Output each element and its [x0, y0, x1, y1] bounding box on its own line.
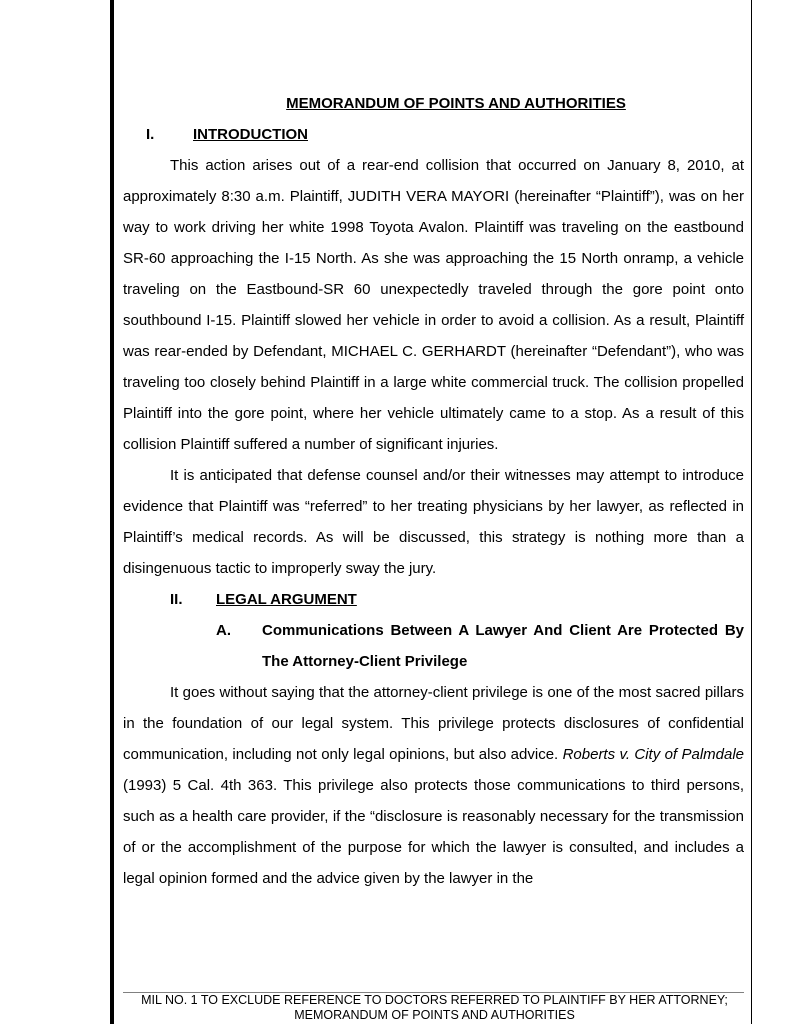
- right-margin-rule: [751, 0, 752, 1024]
- paragraph-text: (1993) 5 Cal. 4th 363. This privilege also protects those communications to third persons, such as a health care provider, if the “disclosure is reasonably necessary for the transmission of or the accomplishment of the purpose for which the lawyer is consulted, and includes a legal opinion formed and the advice given by the lawyer in the: [123, 777, 744, 887]
- subsection-number: A.: [216, 622, 231, 639]
- section-heading-legal-argument: [123, 584, 744, 615]
- document-title: MEMORANDUM OF POINTS AND AUTHORITIES: [286, 95, 626, 112]
- section-number: II.: [170, 591, 183, 608]
- introduction-paragraph-1: This action arises out of a rear-end collision that occurred on January 8, 2010, at approximately 8:30 a.m. Plaintiff, JUDITH VERA MAYORI (hereinafter “Plaintiff”), was on her way to work driving her white 1998 Toyota Avalon. Plaintiff was traveling on the eastbound SR-60 approaching the I-15 North. As she was approaching the 15 North onramp, a vehicle traveling on the Eastbound-SR 60 unexpectedly traveled through the gore point onto southbound I-15. Plaintiff slowed her vehicle in order to avoid a collision. As a result, Plaintiff was rear-ended by Defendant, MICHAEL C. GERHARDT (hereinafter “Defendant”), who was traveling too closely behind Plaintiff in a large white commercial truck. The collision propelled Plaintiff into the gore point, where her vehicle ultimately came to a stop. As a result of this collision Plaintiff suffered a number of significant injuries.: [123, 157, 744, 453]
- document-body: [123, 88, 744, 894]
- subsection-heading-a: [123, 615, 744, 677]
- page-footer: [118, 993, 751, 1023]
- section-heading-introduction: [123, 119, 744, 150]
- legal-argument-paragraph: [123, 677, 744, 894]
- paragraph-text: It goes without saying that the attorney-client privilege is one of the most sacred pillars in the foundation of our legal system. This privilege protects disclosures of confidential communication, including not only legal opinions, but also advice.: [123, 684, 744, 763]
- section-title: LEGAL ARGUMENT: [216, 591, 357, 608]
- case-citation: Roberts v. City of Palmdale: [562, 746, 745, 763]
- section-title: INTRODUCTION: [193, 126, 308, 143]
- left-margin-rule: [110, 0, 114, 1024]
- footer-line-2: MEMORANDUM OF POINTS AND AUTHORITIES: [294, 1008, 575, 1022]
- section-number: I.: [146, 126, 155, 143]
- footer-line-1: MIL NO. 1 TO EXCLUDE REFERENCE TO DOCTORS REFERRED TO PLAINTIFF BY HER ATTORNEY;: [141, 993, 728, 1007]
- subsection-title: Communications Between A Lawyer And Client Are Protected By The Attorney-Client Privilege: [262, 622, 744, 670]
- introduction-paragraph-2: It is anticipated that defense counsel and/or their witnesses may attempt to introduce evidence that Plaintiff was “referred” to her treating physicians by her lawyer, as reflected in Plaintiff’s medical records. As will be discussed, this strategy is nothing more than a disingenuous tactic to improperly sway the jury.: [123, 467, 744, 577]
